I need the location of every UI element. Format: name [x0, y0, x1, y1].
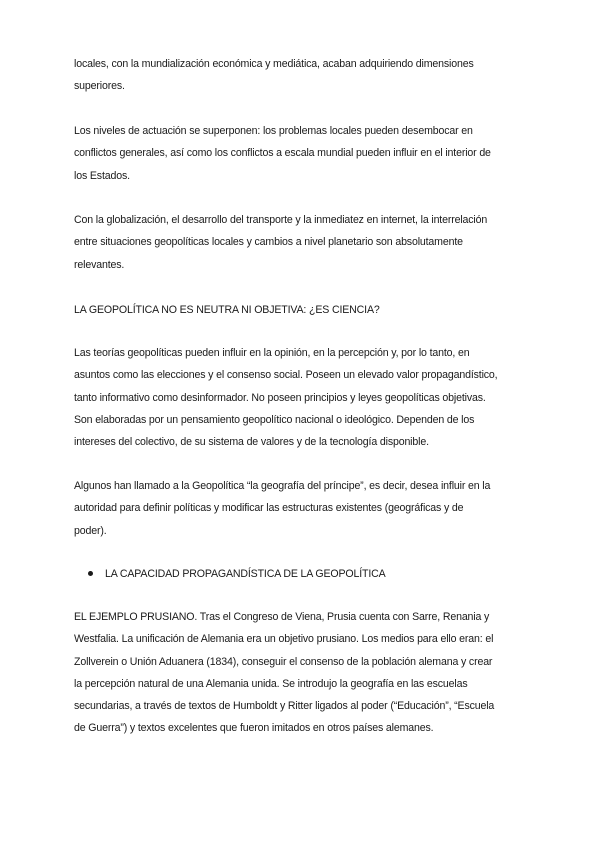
text-line: secundarias, a través de textos de Humboldt y Ritter ligados al poder (“Educación”, “Escuela — [74, 700, 495, 713]
text-line: superiores. — [74, 80, 125, 93]
text-line: tanto informativo como desinformador. No poseen principios y leyes geopolíticas objetivas. — [74, 391, 486, 404]
text-line: relevantes. — [74, 258, 125, 271]
text-line: Los niveles de actuación se superponen: los problemas locales pueden desembocar en — [74, 125, 473, 137]
paragraph-5 — [74, 475, 529, 542]
text-line: Las teorías geopolíticas pueden influir en la opinión, en la percepción y, por lo tanto, en — [74, 347, 470, 359]
paragraph-4 — [74, 342, 529, 453]
bullet-item — [88, 563, 386, 585]
bullet-icon — [88, 571, 93, 576]
text-line: Con la globalización, el desarrollo del transporte y la inmediatez en internet, la interrelación — [74, 214, 488, 226]
bullet-text: LA CAPACIDAD PROPAGANDÍSTICA DE LA GEOPOLÍTICA — [105, 568, 386, 580]
text-line: EL EJEMPLO PRUSIANO. Tras el Congreso de Viena, Prusia cuenta con Sarre, Renania y — [74, 611, 490, 623]
text-line: Zollverein o Unión Aduanera (1834), conseguir el consenso de la población alemana y crear — [74, 655, 493, 668]
text-line: Westfalia. La unificación de Alemania era un objetivo prusiano. Los medios para ello eran: el — [74, 633, 494, 646]
text-line: intereses del colectivo, de su sistema de valores y de la tecnología disponible. — [74, 436, 429, 449]
paragraph-3 — [74, 209, 529, 276]
text-line: locales, con la mundialización económica y mediática, acaban adquiriendo dimensiones — [74, 58, 474, 70]
text-line: de Guerra”) y textos excelentes que fueron imitados en otros países alemanes. — [74, 722, 434, 735]
text-line: los Estados. — [74, 169, 130, 182]
text-line: la percepción natural de una Alemania unida. Se introdujo la geografía en las escuelas — [74, 677, 468, 690]
text-line: Son elaboradas por un pensamiento geopolítico nacional o ideológico. Dependen de los — [74, 413, 475, 426]
text-line: entre situaciones geopolíticas locales y cambios a nivel planetario son absolutamente — [74, 236, 463, 249]
text-line: conflictos generales, así como los conflictos a escala mundial pueden influir en el interior de — [74, 147, 491, 160]
text-line: poder). — [74, 524, 107, 537]
text-line: Algunos han llamado a la Geopolítica “la geografía del príncipe”, es decir, desea influir en la — [74, 480, 491, 492]
text-line: asuntos como las elecciones y el consenso social. Poseen un elevado valor propagandístico, — [74, 369, 498, 382]
section-heading: LA GEOPOLÍTICA NO ES NEUTRA NI OBJETIVA: ¿ES CIENCIA? — [74, 304, 380, 316]
paragraph-6 — [74, 606, 529, 740]
paragraph-1 — [74, 53, 529, 98]
paragraph-2 — [74, 120, 529, 187]
text-line: autoridad para definir políticas y modificar las estructuras existentes (geográficas y de — [74, 502, 464, 515]
